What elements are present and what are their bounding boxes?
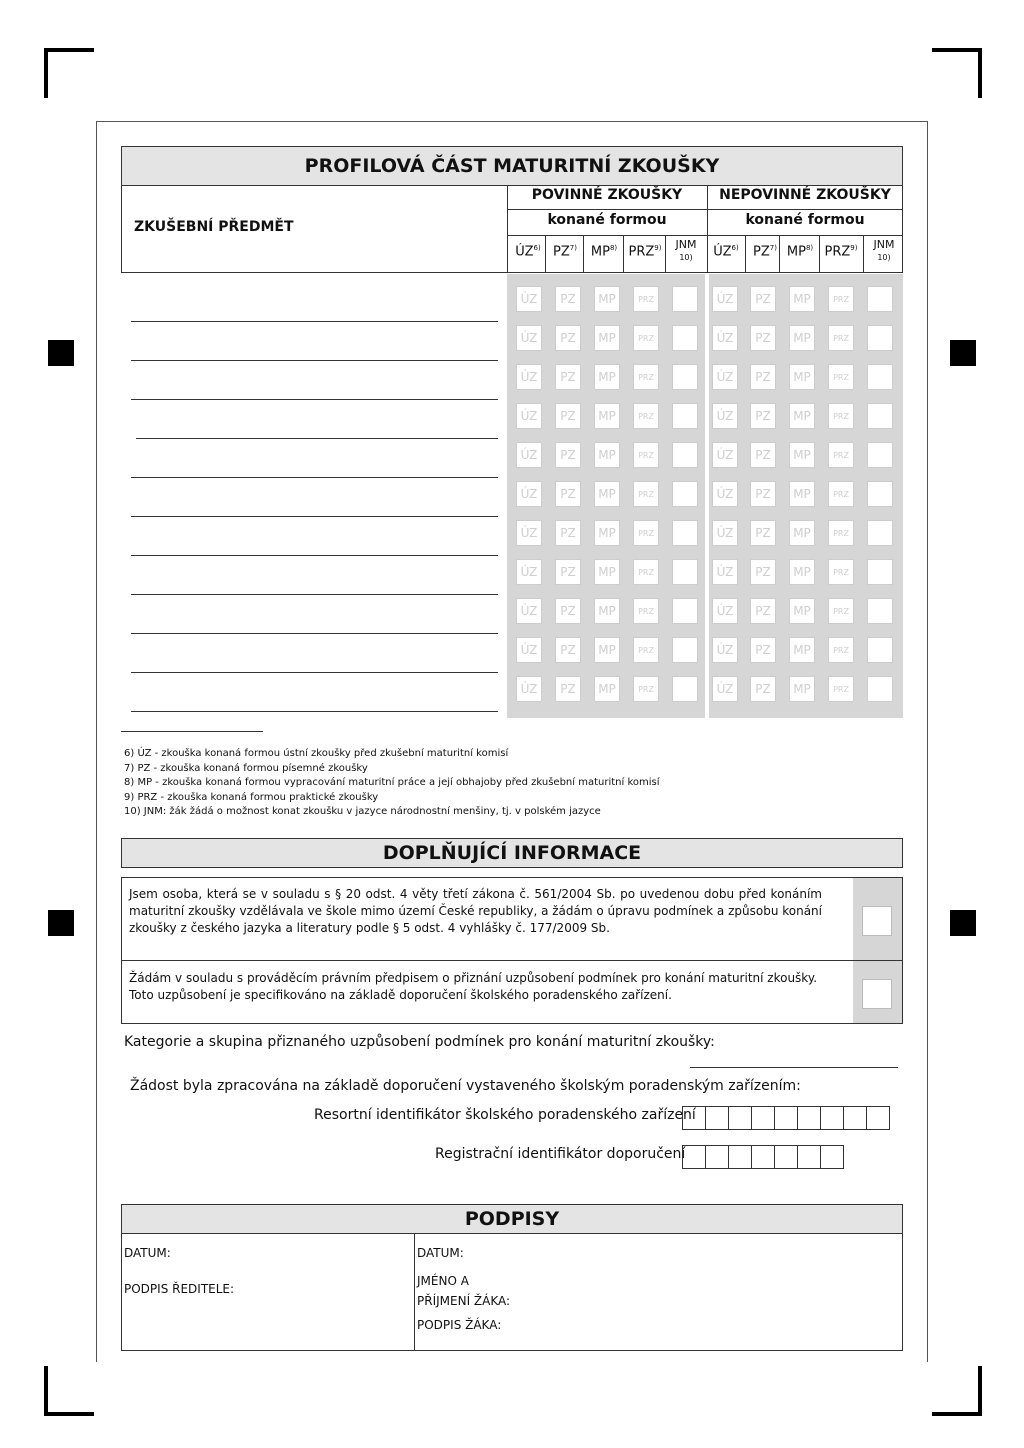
mandatory-checkbox[interactable]: PZ [555, 598, 581, 624]
subject-input-line[interactable] [131, 594, 498, 595]
digit-cell[interactable] [751, 1106, 775, 1130]
optional-checkbox[interactable]: PZ [750, 442, 776, 468]
mandatory-checkbox[interactable] [672, 442, 698, 468]
mandatory-checkbox[interactable]: ÚZ [516, 676, 542, 702]
optional-exams-header: NEPOVINNÉ ZKOUŠKY [719, 187, 891, 203]
mandatory-checkbox[interactable]: MP [594, 676, 620, 702]
mandatory-checkbox[interactable]: PRZ [633, 520, 659, 546]
footnote: 7) PZ - zkouška konaná formou písemné zkoušky [124, 762, 368, 774]
mandatory-checkbox[interactable]: PRZ [633, 637, 659, 663]
mandatory-checkbox[interactable] [672, 559, 698, 585]
optional-checkbox[interactable]: MP [789, 520, 815, 546]
registration-mark [48, 340, 74, 366]
footnote: 8) MP - zkouška konaná formou vypracování maturitní práce a její obhajoby před zkušební maturitní komisí [124, 777, 660, 788]
optional-checkbox[interactable]: MP [789, 403, 815, 429]
mandatory-checkbox[interactable]: PZ [555, 637, 581, 663]
optional-checkbox[interactable] [867, 403, 893, 429]
digit-cell[interactable] [705, 1106, 729, 1130]
subject-input-line[interactable] [131, 711, 498, 712]
optional-checkbox[interactable]: PZ [750, 364, 776, 390]
optional-checkbox[interactable]: MP [789, 559, 815, 585]
profile-title: PROFILOVÁ ČÁST MATURITNÍ ZKOUŠKY [121, 146, 903, 186]
optional-checkbox[interactable]: PZ [750, 637, 776, 663]
digit-cell[interactable] [866, 1106, 890, 1130]
digit-cell[interactable] [705, 1145, 729, 1169]
mandatory-checkbox[interactable]: ÚZ [516, 403, 542, 429]
column-header-prz: PRZ$^{9)}$ [628, 244, 662, 260]
mandatory-checkbox[interactable]: PZ [555, 286, 581, 312]
supplementary-item-adjustment: Žádám v souladu s prováděcím právním předpisem o přiznání uzpůsobení podmínek pro konání maturitní zkoušky. Toto uzpůsobení je specifikováno na základě doporučení školského poradenského zařízení. [129, 971, 818, 1002]
optional-checkbox[interactable]: ÚZ [712, 364, 738, 390]
mandatory-checkbox[interactable] [672, 598, 698, 624]
mandatory-checkbox[interactable]: MP [594, 481, 620, 507]
subject-input-line[interactable] [131, 360, 498, 361]
subject-input-line[interactable] [136, 438, 498, 439]
mandatory-checkbox[interactable] [672, 325, 698, 351]
crop-mark-bottom-left [44, 1366, 94, 1416]
mandatory-checkbox[interactable] [672, 403, 698, 429]
optional-checkbox[interactable]: MP [789, 481, 815, 507]
optional-form-header: konané formou [745, 212, 865, 228]
date-right-label: DATUM: [417, 1246, 464, 1260]
column-header-pz: PZ$^{7)}$ [753, 244, 777, 260]
optional-checkbox[interactable]: MP [789, 325, 815, 351]
registration-mark [950, 910, 976, 936]
mandatory-form-header: konané formou [547, 212, 667, 228]
crop-mark-top-right [932, 48, 982, 98]
optional-checkbox[interactable] [867, 676, 893, 702]
digit-cell[interactable] [728, 1145, 752, 1169]
crop-mark-bottom-right [932, 1366, 982, 1416]
mandatory-checkbox[interactable]: PZ [555, 481, 581, 507]
subject-input-line[interactable] [131, 477, 498, 478]
footnote: 9) PRZ - zkouška konaná formou praktické zkoušky [124, 791, 379, 803]
adjustment-checkbox[interactable] [862, 979, 892, 1009]
resort-id-label: Resortní identifikátor školského poradenského zařízení [314, 1107, 696, 1123]
optional-checkbox[interactable] [867, 520, 893, 546]
mandatory-checkbox[interactable]: MP [594, 637, 620, 663]
mandatory-checkbox[interactable] [672, 637, 698, 663]
director-signature-label: PODPIS ŘEDITELE: [124, 1282, 235, 1296]
optional-checkbox[interactable]: PRZ [828, 364, 854, 390]
mandatory-checkbox[interactable]: PZ [555, 559, 581, 585]
subject-input-line[interactable] [131, 672, 498, 673]
optional-checkbox[interactable]: PRZ [828, 637, 854, 663]
optional-checkbox[interactable] [867, 364, 893, 390]
mandatory-checkbox[interactable]: PRZ [633, 286, 659, 312]
digit-cell[interactable] [774, 1145, 798, 1169]
optional-checkbox[interactable]: ÚZ [712, 286, 738, 312]
request-label: Žádost byla zpracována na základě doporučení vystaveného školským poradenským zařízením: [130, 1078, 801, 1094]
mandatory-checkbox[interactable]: PRZ [633, 403, 659, 429]
optional-checkbox[interactable]: ÚZ [712, 403, 738, 429]
optional-checkbox[interactable] [867, 598, 893, 624]
optional-checkbox[interactable]: PRZ [828, 442, 854, 468]
optional-checkbox[interactable]: PZ [750, 481, 776, 507]
optional-checkbox[interactable] [867, 442, 893, 468]
subject-input-line[interactable] [131, 321, 498, 322]
student-signature-label: PODPIS ŽÁKA: [417, 1318, 502, 1332]
optional-checkbox[interactable]: PZ [750, 598, 776, 624]
mandatory-checkbox[interactable]: PRZ [633, 364, 659, 390]
optional-checkbox[interactable]: MP [789, 364, 815, 390]
footnote: 6) ÚZ - zkouška konaná formou ústní zkoušky před zkušební maturitní komisí [124, 748, 509, 759]
optional-checkbox[interactable]: ÚZ [712, 481, 738, 507]
column-header-prz: PRZ$^{9)}$ [824, 244, 858, 260]
digit-cell[interactable] [774, 1106, 798, 1130]
optional-checkbox[interactable]: PRZ [828, 481, 854, 507]
mandatory-checkbox[interactable]: MP [594, 364, 620, 390]
subject-input-line[interactable] [131, 399, 498, 400]
mandatory-checkbox[interactable]: ÚZ [516, 286, 542, 312]
signatures-title: PODPISY [121, 1204, 903, 1234]
column-header-jnm: JNM 10) [873, 238, 895, 262]
registration-id-label: Registrační identifikátor doporučení [435, 1146, 686, 1162]
optional-checkbox[interactable]: ÚZ [712, 637, 738, 663]
mandatory-checkbox[interactable]: PZ [555, 364, 581, 390]
optional-checkbox[interactable]: ÚZ [712, 559, 738, 585]
mandatory-checkbox[interactable]: MP [594, 442, 620, 468]
column-header-mp: MP$^{8)}$ [786, 244, 814, 260]
optional-checkbox[interactable]: MP [789, 637, 815, 663]
mandatory-checkbox[interactable]: MP [594, 403, 620, 429]
digit-cell[interactable] [797, 1145, 821, 1169]
crop-mark-top-left [44, 48, 94, 98]
registration-id-field[interactable] [683, 1145, 844, 1169]
mandatory-checkbox[interactable] [672, 676, 698, 702]
optional-checkbox[interactable] [867, 286, 893, 312]
optional-checkbox[interactable]: ÚZ [712, 676, 738, 702]
mandatory-checkbox[interactable]: PZ [555, 676, 581, 702]
mandatory-checkbox[interactable] [672, 364, 698, 390]
mandatory-checkbox[interactable]: ÚZ [516, 637, 542, 663]
student-name-label: JMÉNO A PŘÍJMENÍ ŽÁKA: [417, 1274, 511, 1308]
digit-cell[interactable] [820, 1106, 844, 1130]
foreign-school-checkbox[interactable] [862, 906, 892, 936]
digit-cell[interactable] [682, 1106, 706, 1130]
digit-cell[interactable] [682, 1145, 706, 1169]
category-label: Kategorie a skupina přiznaného uzpůsobení podmínek pro konání maturitní zkoušky: [124, 1034, 715, 1050]
mandatory-checkbox[interactable]: MP [594, 598, 620, 624]
digit-cell[interactable] [797, 1106, 821, 1130]
category-input-line[interactable] [690, 1067, 898, 1068]
mandatory-checkbox[interactable]: ÚZ [516, 364, 542, 390]
subject-header: ZKUŠEBNÍ PŘEDMĚT [134, 219, 294, 235]
optional-checkbox[interactable]: PRZ [828, 598, 854, 624]
optional-checkbox[interactable]: MP [789, 676, 815, 702]
digit-cell[interactable] [751, 1145, 775, 1169]
digit-cell[interactable] [843, 1106, 867, 1130]
registration-mark [950, 340, 976, 366]
mandatory-checkbox[interactable]: MP [594, 325, 620, 351]
mandatory-checkbox[interactable]: PZ [555, 403, 581, 429]
signatures-box [121, 1233, 903, 1351]
mandatory-checkbox[interactable]: ÚZ [516, 559, 542, 585]
optional-checkbox[interactable]: PZ [750, 520, 776, 546]
column-header-pz: PZ$^{7)}$ [553, 244, 577, 260]
date-left-label: DATUM: [124, 1246, 171, 1260]
optional-checkbox[interactable]: MP [789, 286, 815, 312]
optional-checkbox[interactable]: MP [789, 598, 815, 624]
mandatory-checkbox[interactable]: ÚZ [516, 481, 542, 507]
resort-id-field[interactable] [683, 1106, 890, 1130]
subject-input-line[interactable] [131, 633, 498, 634]
optional-checkbox[interactable]: PZ [750, 286, 776, 312]
optional-checkbox[interactable] [867, 559, 893, 585]
optional-checkbox[interactable]: PRZ [828, 559, 854, 585]
optional-checkbox[interactable]: PRZ [828, 403, 854, 429]
optional-checkbox[interactable] [867, 637, 893, 663]
mandatory-checkbox[interactable]: PZ [555, 325, 581, 351]
mandatory-checkbox[interactable]: ÚZ [516, 520, 542, 546]
supplementary-item-foreign-school: Jsem osoba, která se v souladu s § 20 odst. 4 věty třetí zákona č. 561/2004 Sb. po uvedenou dobu před konáním maturitní zkoušky vzdělávala ve škole mimo území České republiky, a žádám o úpravu podmínek a způsobu konání zkoušky z českého jazyka a literatury podle § 5 odst. 4 vyhlášky č. 177/2009 Sb. [129, 887, 822, 935]
column-header-mp: MP$^{8)}$ [590, 244, 618, 260]
column-header-úz: ÚZ$^{6)}$ [713, 244, 739, 260]
mandatory-checkbox[interactable]: MP [594, 520, 620, 546]
digit-cell[interactable] [820, 1145, 844, 1169]
optional-checkbox[interactable]: PRZ [828, 520, 854, 546]
mandatory-checkbox[interactable] [672, 286, 698, 312]
mandatory-exams-header: POVINNÉ ZKOUŠKY [531, 187, 683, 203]
optional-checkbox[interactable] [867, 325, 893, 351]
optional-checkbox[interactable] [867, 481, 893, 507]
mandatory-checkbox[interactable]: ÚZ [516, 325, 542, 351]
mandatory-checkbox[interactable]: ÚZ [516, 442, 542, 468]
column-header-jnm: JNM 10) [675, 238, 697, 262]
optional-checkbox[interactable]: PRZ [828, 325, 854, 351]
mandatory-checkbox[interactable]: MP [594, 286, 620, 312]
optional-checkbox[interactable]: PZ [750, 559, 776, 585]
optional-checkbox[interactable]: PZ [750, 403, 776, 429]
optional-checkbox[interactable]: ÚZ [712, 520, 738, 546]
optional-checkbox[interactable]: PRZ [828, 286, 854, 312]
mandatory-checkbox[interactable]: PRZ [633, 676, 659, 702]
subject-input-line[interactable] [131, 516, 498, 517]
mandatory-checkbox[interactable] [672, 520, 698, 546]
mandatory-checkbox[interactable]: PZ [555, 520, 581, 546]
optional-checkbox[interactable]: ÚZ [712, 442, 738, 468]
optional-checkbox[interactable]: ÚZ [712, 325, 738, 351]
column-header-úz: ÚZ$^{6)}$ [515, 244, 541, 260]
mandatory-checkbox[interactable]: PRZ [633, 598, 659, 624]
optional-checkbox[interactable]: PZ [750, 676, 776, 702]
mandatory-checkbox[interactable]: PRZ [633, 559, 659, 585]
optional-checkbox[interactable]: PRZ [828, 676, 854, 702]
optional-checkbox[interactable]: ÚZ [712, 598, 738, 624]
subject-input-line[interactable] [131, 555, 498, 556]
supplementary-title: DOPLŇUJÍCÍ INFORMACE [121, 838, 903, 868]
registration-mark [48, 910, 74, 936]
optional-checkbox[interactable]: PZ [750, 325, 776, 351]
footnote: 10) JNM: žák žádá o možnost konat zkoušku v jazyce národnostní menšiny, tj. v polském jazyce [124, 806, 601, 817]
mandatory-checkbox[interactable]: PRZ [633, 325, 659, 351]
mandatory-checkbox[interactable]: PRZ [633, 442, 659, 468]
mandatory-checkbox[interactable]: MP [594, 559, 620, 585]
mandatory-checkbox[interactable]: PRZ [633, 481, 659, 507]
digit-cell[interactable] [728, 1106, 752, 1130]
mandatory-checkbox[interactable] [672, 481, 698, 507]
optional-checkbox[interactable]: MP [789, 442, 815, 468]
mandatory-checkbox[interactable]: PZ [555, 442, 581, 468]
mandatory-checkbox[interactable]: ÚZ [516, 598, 542, 624]
